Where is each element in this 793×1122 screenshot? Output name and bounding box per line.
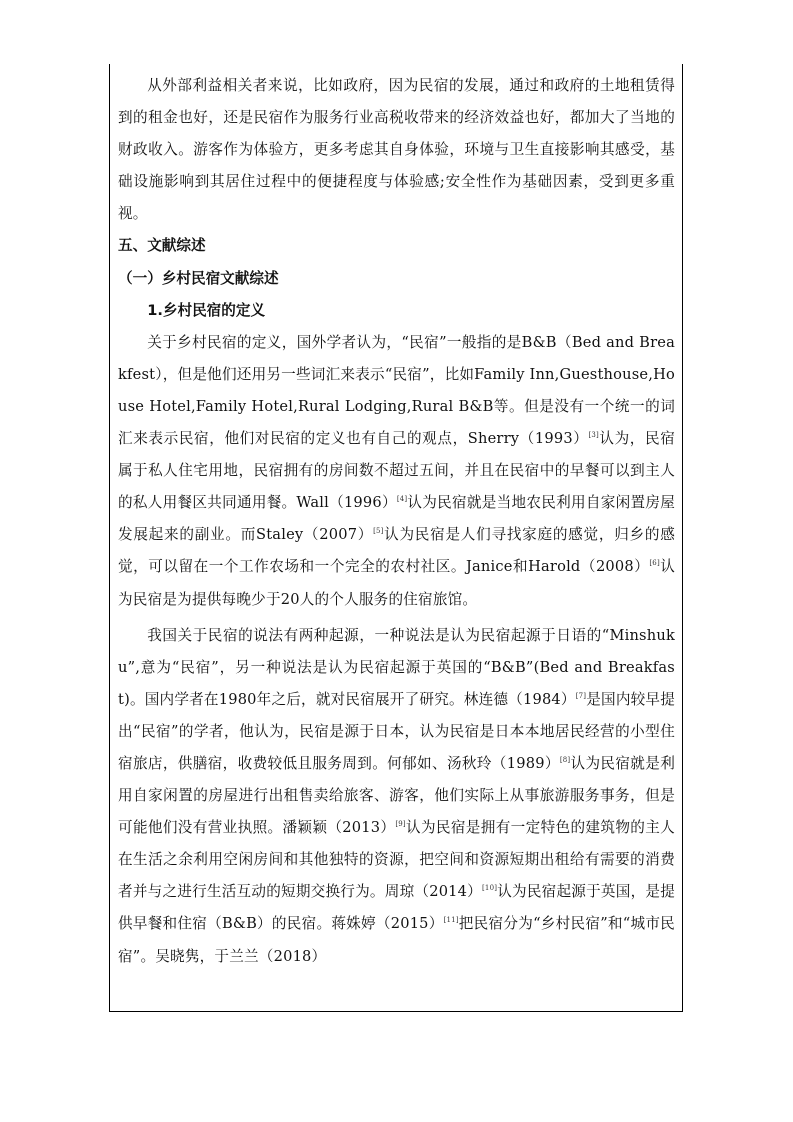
citation-reference: [8]	[559, 755, 571, 764]
citation-reference: [9]	[395, 820, 406, 829]
section-heading: 五、文献综述	[118, 237, 206, 255]
paragraph-text: 是国内较早提出“民宿”的学者，他认为，民宿是源于日本，认为民宿是日本本地居民经营的小型住宿旅店，供膳宿，收费较低且服务周到。何郁如、汤秋玲（1989）	[118, 690, 676, 772]
citation-reference: [4]	[396, 495, 408, 504]
paragraph-text: 认为民宿就是利用自家闲置的房屋进行出租售卖给旅客、游客，他们实际上从事旅游服务事务，但是可能他们没有营业执照。潘颖颖（2013）	[118, 754, 675, 837]
paragraph-text: 关于乡村民宿的定义，国外学者认为，“民宿”一般指的是B&B（Bed and Breakfest），但是他们还用另一些词汇来表示“民宿”，比如Family Inn,Guesthouse,House Hotel,Family Hotel,Rural Lodging,Rural B&B等。但是没有一个统一的词汇来表示民宿，他们对民宿的定义也有自己的观点，Sherry（1993）	[118, 333, 675, 448]
paragraph-text: 认为民宿是人们寻找家庭的感觉，归乡的感觉，可以留在一个工作农场和一个完全的农村社区。Janice和Harold（2008）	[118, 526, 675, 576]
paragraph-domestic-origin	[118, 620, 675, 973]
citation-reference: [3]	[588, 431, 599, 440]
paragraph-text: 认为民宿是为提供每晚少于20人的个人服务的住宿旅馆。	[118, 558, 676, 608]
citation-reference: [11]	[443, 916, 459, 925]
citation-reference: [5]	[373, 527, 384, 536]
document-body	[118, 70, 675, 973]
paragraph-text: 把民宿分为“乡村民宿”和“城市民宿”。吴晓隽，于兰兰（2018）	[118, 915, 675, 965]
paragraph-text: 认为，民宿属于私人住宅用地，民宿拥有的房间数不超过五间，并且在民宿中的早餐可以到主人的私人用餐区共同通用餐。Wall（1996）	[118, 430, 675, 512]
paragraph-text: 认为民宿是拥有一定特色的建筑物的主人在生活之余利用空闲房间和其他独特的资源，把空间和资源短期出租给有需要的消费者并与之进行生活互动的短期交换行为。周琼（2014）	[118, 819, 675, 901]
citation-reference: [7]	[575, 691, 587, 700]
citation-reference: [10]	[482, 884, 498, 893]
paragraph-text: 我国关于民宿的说法有两种起源，一种说法是认为民宿起源于日语的“Minshuku”,意为“民宿”，另一种说法是认为民宿起源于英国的“B&B”(Bed and Breakfast)。国内学者在1980年之后，就对民宿展开了研究。林连德（1984）	[118, 626, 675, 708]
subsection-heading: （一）乡村民宿文献综述	[118, 269, 279, 287]
citation-reference: [6]	[649, 559, 660, 568]
paragraph-foreign-definition	[118, 327, 675, 616]
item-heading: 1.乡村民宿的定义	[147, 301, 266, 319]
paragraph-text: 认为民宿起源于英国，是提供早餐和住宿（B&B）的民宿。蒋姝婷（2015）	[118, 883, 676, 933]
paragraph-text: 认为民宿就是当地农民利用自家闲置房屋发展起来的副业。而Staley（2007）	[118, 494, 675, 544]
paragraph-stakeholders: 从外部利益相关者来说，比如政府，因为民宿的发展，通过和政府的土地租赁得到的租金也好，还是民宿作为服务行业高税收带来的经济效益也好，都加大了当地的财政收入。游客作为体验方，更多考虑其自身体验，环境与卫生直接影响其感受，基础设施影响到其居住过程中的便捷程度与体验感;安全性作为基础因素，受到更多重视。	[118, 77, 675, 223]
